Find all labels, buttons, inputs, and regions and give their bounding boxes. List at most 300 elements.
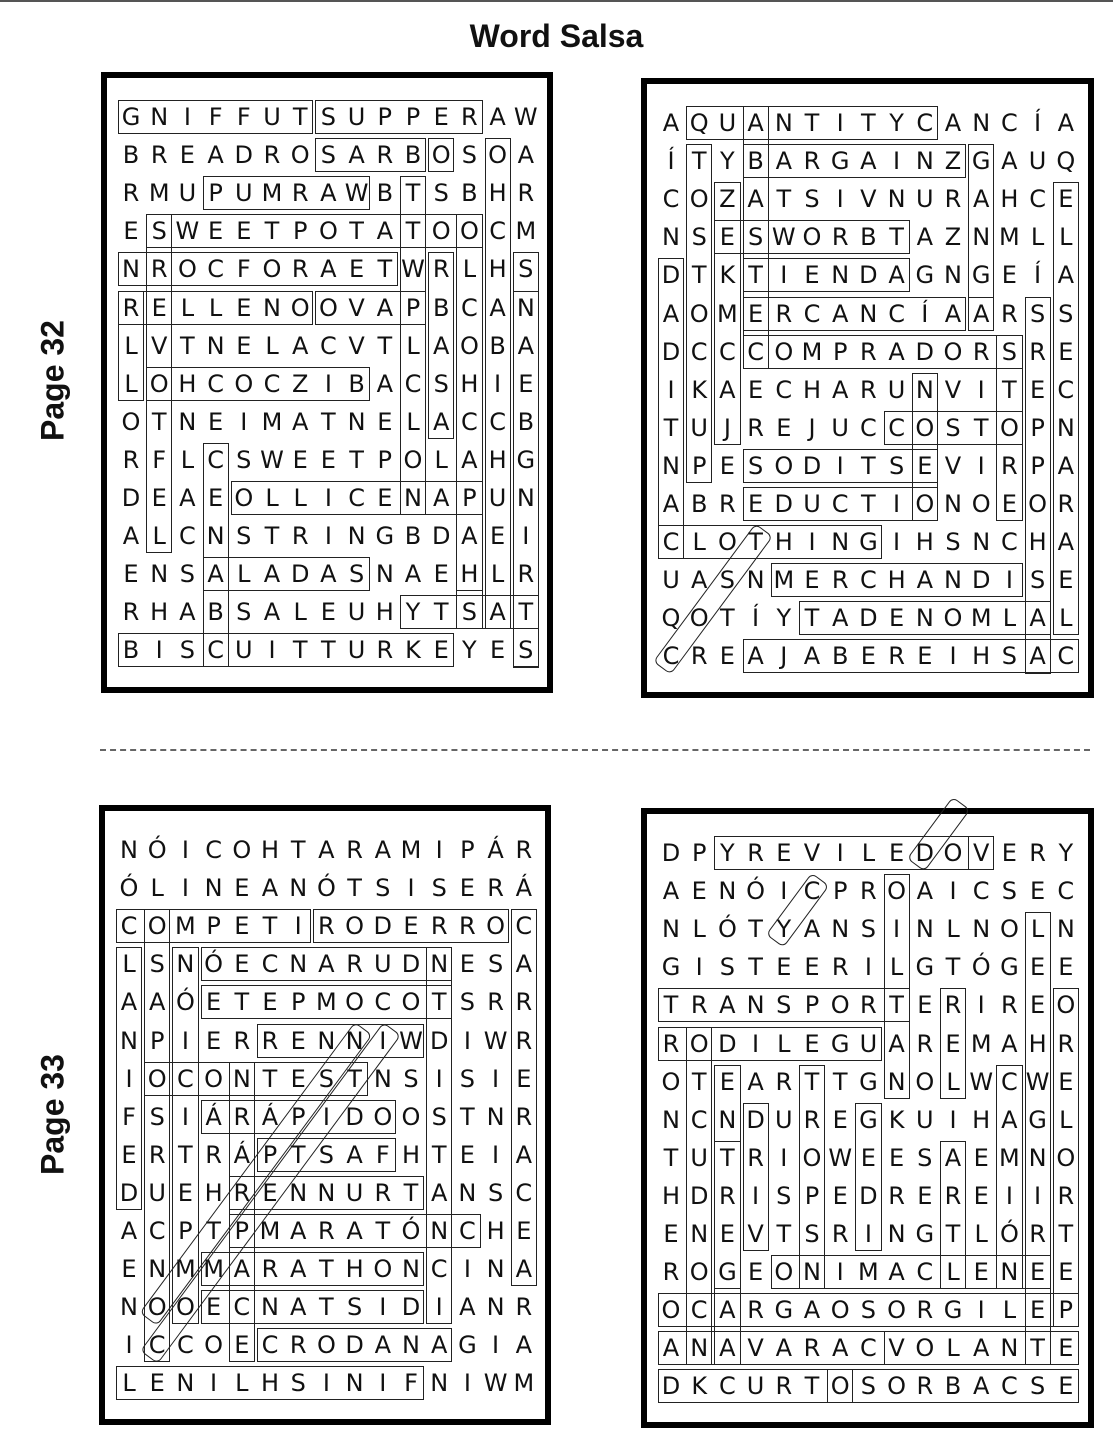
grid-letter[interactable]: L [122, 950, 136, 979]
grid-letter[interactable]: O [830, 1372, 850, 1401]
grid-letter[interactable]: E [292, 445, 308, 474]
grid-letter[interactable]: B [517, 407, 535, 436]
grid-letter[interactable]: A [515, 1140, 532, 1169]
grid-letter[interactable]: A [346, 1140, 363, 1169]
grid-letter[interactable]: L [1030, 915, 1045, 944]
grid-letter[interactable]: T [748, 528, 763, 557]
grid-letter[interactable]: N [887, 185, 906, 214]
grid-letter[interactable]: E [433, 636, 449, 665]
grid-letter[interactable]: L [180, 293, 195, 322]
grid-letter[interactable]: N [690, 1220, 709, 1248]
grid-letter[interactable]: H [460, 369, 479, 398]
grid-letter[interactable]: N [458, 1178, 477, 1207]
grid-letter[interactable]: C [1001, 1372, 1018, 1401]
grid-letter[interactable]: O [887, 1296, 907, 1325]
grid-letter[interactable]: S [375, 874, 391, 903]
grid-letter[interactable]: H [488, 179, 507, 208]
grid-letter[interactable]: C [515, 912, 533, 941]
grid-letter[interactable]: D [915, 337, 935, 366]
grid-letter[interactable]: O [486, 912, 506, 941]
grid-letter[interactable]: Y [405, 598, 421, 627]
grid-letter[interactable]: N [176, 1369, 195, 1398]
grid-letter[interactable]: B [376, 179, 394, 208]
grid-letter[interactable]: N [718, 1105, 737, 1134]
grid-letter[interactable]: A [662, 109, 680, 137]
grid-letter[interactable]: N [486, 1293, 505, 1322]
grid-letter[interactable]: R [775, 1372, 793, 1401]
grid-letter[interactable]: I [1005, 1181, 1013, 1210]
grid-letter[interactable]: R [487, 988, 504, 1017]
grid-letter[interactable]: R [1029, 1220, 1046, 1248]
grid-letter[interactable]: W [771, 223, 796, 252]
grid-letter[interactable]: A [662, 1334, 680, 1363]
grid-letter[interactable]: A [320, 179, 337, 208]
grid-letter[interactable]: R [515, 1026, 533, 1055]
grid-letter[interactable]: A [374, 1331, 391, 1360]
grid-letter[interactable]: Ó [999, 1220, 1019, 1248]
grid-letter[interactable]: I [181, 1102, 189, 1131]
grid-letter[interactable]: I [752, 1029, 760, 1058]
grid-letter[interactable]: R [916, 1296, 934, 1325]
grid-letter[interactable]: C [261, 950, 279, 979]
grid-letter[interactable]: D [859, 1181, 878, 1210]
grid-letter[interactable]: R [1057, 1181, 1075, 1210]
grid-letter[interactable]: Ó [147, 836, 167, 864]
grid-letter[interactable]: C [803, 877, 821, 906]
grid-letter[interactable]: E [518, 369, 534, 398]
grid-letter[interactable]: L [180, 445, 195, 474]
grid-letter[interactable]: I [667, 375, 675, 404]
grid-letter[interactable]: P [832, 877, 848, 906]
grid-letter[interactable]: M [970, 1029, 992, 1058]
grid-letter[interactable]: T [776, 1220, 792, 1248]
grid-letter[interactable]: E [973, 1143, 989, 1172]
grid-letter[interactable]: A [291, 407, 309, 436]
grid-letter[interactable]: I [780, 877, 788, 906]
grid-letter[interactable]: D [431, 522, 451, 551]
grid-letter[interactable]: L [889, 953, 904, 982]
grid-letter[interactable]: N [1028, 1143, 1047, 1172]
grid-letter[interactable]: R [775, 299, 793, 328]
grid-letter[interactable]: R [831, 1220, 849, 1248]
grid-letter[interactable]: E [917, 991, 933, 1020]
grid-letter[interactable]: Ó [175, 988, 195, 1017]
grid-letter[interactable]: Í [667, 147, 675, 176]
grid-letter[interactable]: C [916, 109, 934, 137]
grid-letter[interactable]: N [120, 1293, 138, 1322]
grid-letter[interactable]: U [347, 636, 366, 665]
grid-letter[interactable]: S [804, 185, 820, 214]
grid-letter[interactable]: A [489, 103, 506, 131]
grid-letter[interactable]: E [748, 1258, 764, 1287]
grid-letter[interactable]: P [405, 103, 421, 131]
grid-letter[interactable]: R [376, 141, 394, 170]
grid-letter[interactable]: E [1030, 991, 1046, 1020]
grid-letter[interactable]: E [121, 1255, 137, 1284]
grid-letter[interactable]: R [719, 1181, 736, 1210]
grid-letter[interactable]: P [234, 1217, 250, 1245]
grid-letter[interactable]: A [263, 560, 281, 589]
grid-letter[interactable]: O [234, 484, 254, 512]
grid-letter[interactable]: R [1001, 991, 1018, 1020]
grid-letter[interactable]: A [719, 375, 736, 404]
grid-letter[interactable]: E [804, 1029, 820, 1058]
grid-letter[interactable]: I [322, 1102, 330, 1131]
grid-letter[interactable]: A [662, 877, 680, 906]
grid-letter[interactable]: O [689, 185, 709, 214]
grid-letter[interactable]: A [1029, 604, 1046, 633]
grid-letter[interactable]: S [318, 1064, 334, 1093]
grid-letter[interactable]: R [233, 1026, 251, 1055]
grid-letter[interactable]: E [804, 566, 820, 595]
grid-letter[interactable]: E [236, 217, 252, 246]
grid-letter[interactable]: K [691, 1372, 708, 1401]
grid-letter[interactable]: H [972, 1105, 991, 1134]
grid-letter[interactable]: R [291, 179, 309, 208]
grid-letter[interactable]: T [1030, 1334, 1045, 1363]
grid-letter[interactable]: N [120, 1026, 138, 1055]
grid-letter[interactable]: T [691, 1067, 707, 1096]
grid-letter[interactable]: H [260, 1369, 280, 1398]
grid-letter[interactable]: F [208, 103, 223, 131]
grid-letter[interactable]: A [916, 877, 933, 906]
grid-letter[interactable]: B [860, 223, 877, 252]
grid-letter[interactable]: S [917, 1143, 933, 1172]
grid-letter[interactable]: T [861, 451, 876, 480]
grid-letter[interactable]: R [916, 1372, 934, 1401]
grid-letter[interactable]: I [494, 369, 502, 398]
grid-letter[interactable]: J [808, 413, 816, 442]
grid-letter[interactable]: Á [515, 874, 532, 903]
grid-letter[interactable]: B [404, 141, 422, 170]
grid-letter[interactable]: S [860, 1296, 876, 1325]
grid-letter[interactable]: E [490, 636, 506, 665]
grid-letter[interactable]: N [317, 1178, 336, 1207]
grid-letter[interactable]: A [346, 1217, 363, 1245]
grid-letter[interactable]: Í [1034, 109, 1042, 137]
grid-letter[interactable]: C [1029, 185, 1046, 214]
grid-letter[interactable]: T [804, 1067, 820, 1096]
grid-letter[interactable]: R [972, 337, 990, 366]
grid-letter[interactable]: P [262, 1140, 278, 1169]
grid-letter[interactable]: O [774, 451, 794, 480]
grid-letter[interactable]: M [513, 1369, 535, 1398]
grid-letter[interactable]: C [831, 490, 849, 518]
grid-letter[interactable]: P [206, 912, 221, 941]
grid-letter[interactable]: P [804, 1181, 820, 1210]
grid-letter[interactable]: B [461, 179, 478, 208]
grid-letter[interactable]: O [1028, 490, 1048, 518]
grid-letter[interactable]: E [1030, 877, 1046, 906]
grid-letter[interactable]: N [289, 1178, 308, 1207]
grid-letter[interactable]: C [719, 337, 736, 366]
grid-letter[interactable]: K [691, 375, 708, 404]
grid-letter[interactable]: E [860, 642, 876, 671]
grid-letter[interactable]: N [289, 874, 308, 903]
grid-letter[interactable]: E [1058, 953, 1074, 982]
grid-letter[interactable]: A [831, 299, 849, 328]
grid-letter[interactable]: I [492, 1064, 500, 1093]
grid-letter[interactable]: P [178, 1217, 193, 1245]
grid-letter[interactable]: C [205, 836, 222, 864]
grid-letter[interactable]: V [803, 839, 821, 867]
grid-letter[interactable]: Ó [119, 874, 139, 903]
grid-letter[interactable]: N [915, 147, 934, 176]
grid-letter[interactable]: V [747, 1334, 764, 1363]
grid-letter[interactable]: E [236, 293, 252, 322]
grid-letter[interactable]: R [831, 953, 849, 982]
grid-letter[interactable]: E [1030, 953, 1046, 982]
grid-letter[interactable]: R [517, 560, 535, 589]
grid-letter[interactable]: T [973, 413, 989, 442]
grid-letter[interactable]: T [663, 1143, 679, 1172]
grid-letter[interactable]: I [181, 836, 189, 864]
grid-letter[interactable]: T [460, 1102, 475, 1131]
grid-letter[interactable]: E [403, 912, 419, 941]
grid-letter[interactable]: L [1030, 223, 1045, 252]
grid-letter[interactable]: S [888, 451, 905, 480]
grid-letter[interactable]: N [120, 836, 138, 864]
grid-letter[interactable]: R [747, 1143, 764, 1172]
grid-letter[interactable]: L [434, 445, 448, 474]
grid-letter[interactable]: O [147, 912, 167, 941]
grid-letter[interactable]: C [747, 337, 764, 366]
grid-letter[interactable]: N [178, 407, 197, 436]
grid-letter[interactable]: E [208, 484, 224, 512]
grid-letter[interactable]: A [489, 293, 506, 322]
grid-letter[interactable]: T [861, 490, 876, 518]
grid-letter[interactable]: U [718, 109, 737, 137]
grid-letter[interactable]: L [235, 1369, 249, 1398]
grid-letter[interactable]: P [804, 991, 820, 1020]
grid-letter[interactable]: S [719, 566, 735, 595]
grid-letter[interactable]: G [971, 261, 991, 290]
grid-letter[interactable]: N [122, 255, 140, 284]
grid-letter[interactable]: N [206, 522, 225, 551]
grid-letter[interactable]: S [320, 141, 336, 170]
grid-letter[interactable]: R [318, 1217, 335, 1245]
grid-letter[interactable]: E [719, 223, 735, 252]
grid-letter[interactable]: S [179, 636, 195, 665]
grid-letter[interactable]: N [516, 293, 535, 322]
grid-letter[interactable]: A [719, 1334, 736, 1363]
grid-letter[interactable]: Z [944, 223, 962, 252]
grid-letter[interactable]: A [803, 642, 821, 671]
grid-letter[interactable]: I [407, 874, 415, 903]
grid-letter[interactable]: A [1057, 528, 1074, 557]
grid-letter[interactable]: W [483, 1026, 508, 1055]
grid-letter[interactable]: I [893, 528, 901, 557]
grid-letter[interactable]: R [662, 1258, 680, 1287]
grid-letter[interactable]: N [662, 1105, 680, 1134]
grid-letter[interactable]: N [176, 950, 195, 979]
grid-letter[interactable]: O [689, 299, 709, 328]
grid-letter[interactable]: R [1029, 337, 1046, 366]
grid-letter[interactable]: I [836, 109, 844, 137]
grid-letter[interactable]: A [972, 1334, 990, 1363]
grid-letter[interactable]: A [207, 560, 224, 589]
grid-letter[interactable]: C [461, 407, 478, 436]
grid-letter[interactable]: N [345, 1369, 364, 1398]
grid-letter[interactable]: E [1001, 839, 1017, 867]
grid-letter[interactable]: S [320, 103, 336, 131]
grid-letter[interactable]: O [318, 217, 338, 246]
grid-letter[interactable]: T [264, 522, 280, 551]
grid-letter[interactable]: R [1001, 451, 1018, 480]
grid-letter[interactable]: R [747, 1296, 764, 1325]
grid-letter[interactable]: L [946, 915, 960, 944]
grid-letter[interactable]: D [373, 912, 393, 941]
grid-letter[interactable]: S [518, 255, 534, 284]
grid-letter[interactable]: A [1057, 261, 1074, 290]
grid-letter[interactable]: I [435, 836, 443, 864]
grid-letter[interactable]: S [318, 1140, 334, 1169]
grid-letter[interactable]: T [180, 331, 195, 360]
grid-letter[interactable]: R [803, 1105, 821, 1134]
grid-letter[interactable]: A [207, 141, 224, 170]
grid-letter[interactable]: N [1056, 413, 1075, 442]
grid-letter[interactable]: A [233, 1255, 250, 1284]
grid-letter[interactable]: O [661, 1296, 681, 1325]
grid-letter[interactable]: C [860, 1334, 877, 1363]
grid-letter[interactable]: O [802, 223, 822, 252]
grid-letter[interactable]: E [320, 445, 336, 474]
grid-letter[interactable]: O [774, 1258, 794, 1287]
grid-letter[interactable]: R [515, 1293, 533, 1322]
grid-letter[interactable]: D [746, 1105, 765, 1134]
grid-letter[interactable]: E [123, 217, 139, 246]
grid-letter[interactable]: R [487, 874, 504, 903]
grid-letter[interactable]: T [377, 331, 393, 360]
grid-letter[interactable]: O [175, 1293, 195, 1322]
grid-letter[interactable]: S [1029, 1372, 1046, 1401]
grid-letter[interactable]: E [433, 560, 449, 589]
grid-letter[interactable]: E [459, 874, 475, 903]
grid-letter[interactable]: G [121, 103, 141, 131]
grid-letter[interactable]: H [488, 445, 507, 474]
grid-letter[interactable]: O [316, 1331, 336, 1360]
grid-letter[interactable]: E [349, 255, 365, 284]
grid-letter[interactable]: O [830, 1296, 850, 1325]
grid-letter[interactable]: G [859, 528, 878, 557]
grid-letter[interactable]: A [1029, 642, 1046, 671]
grid-letter[interactable]: A [291, 331, 309, 360]
grid-letter[interactable]: S [403, 1064, 419, 1093]
grid-letter[interactable]: F [375, 1140, 390, 1169]
grid-letter[interactable]: D [859, 604, 878, 633]
grid-letter[interactable]: L [1059, 1105, 1073, 1134]
grid-letter[interactable]: S [747, 451, 764, 480]
grid-letter[interactable]: I [864, 953, 872, 982]
grid-letter[interactable]: E [234, 912, 250, 941]
grid-letter[interactable]: N [859, 299, 878, 328]
grid-letter[interactable]: E [177, 1178, 193, 1207]
grid-letter[interactable]: N [486, 1102, 505, 1131]
grid-letter[interactable]: A [747, 642, 764, 671]
grid-letter[interactable]: R [346, 950, 363, 979]
grid-letter[interactable]: O [915, 1334, 935, 1363]
grid-letter[interactable]: S [691, 223, 707, 252]
grid-letter[interactable]: R [1029, 839, 1046, 867]
grid-letter[interactable]: R [318, 912, 335, 941]
grid-letter[interactable]: C [1057, 375, 1075, 404]
grid-letter[interactable]: O [204, 1064, 224, 1093]
grid-letter[interactable]: W [513, 103, 538, 131]
grid-letter[interactable]: C [1057, 877, 1075, 906]
grid-letter[interactable]: V [972, 839, 990, 867]
grid-letter[interactable]: I [463, 1369, 471, 1398]
grid-letter[interactable]: U [263, 103, 281, 131]
grid-letter[interactable]: E [973, 1181, 989, 1210]
grid-letter[interactable]: P [149, 1026, 165, 1055]
grid-letter[interactable]: V [860, 185, 877, 214]
grid-letter[interactable]: A [289, 1293, 307, 1322]
grid-letter[interactable]: I [1005, 566, 1013, 595]
grid-letter[interactable]: I [808, 528, 816, 557]
grid-letter[interactable]: A [775, 1334, 792, 1363]
grid-letter[interactable]: A [261, 874, 279, 903]
grid-letter[interactable]: N [915, 604, 934, 633]
grid-letter[interactable]: T [720, 1143, 735, 1172]
grid-letter[interactable]: P [1030, 413, 1045, 442]
grid-letter[interactable]: P [691, 839, 707, 867]
grid-letter[interactable]: R [205, 1140, 222, 1169]
grid-letter[interactable]: C [803, 299, 821, 328]
grid-letter[interactable]: T [945, 953, 961, 982]
grid-letter[interactable]: E [945, 1029, 961, 1058]
grid-letter[interactable]: N [1000, 1258, 1019, 1287]
grid-letter[interactable]: S [236, 522, 252, 551]
grid-letter[interactable]: R [233, 1102, 251, 1131]
grid-letter[interactable]: M [175, 1255, 196, 1284]
grid-letter[interactable]: M [999, 1143, 1020, 1172]
grid-letter[interactable]: O [345, 988, 365, 1017]
grid-letter[interactable]: A [775, 147, 792, 176]
grid-letter[interactable]: A [376, 217, 393, 246]
grid-letter[interactable]: N [662, 451, 680, 480]
grid-letter[interactable]: C [662, 642, 680, 671]
grid-letter[interactable]: R [459, 912, 476, 941]
grid-letter[interactable]: B [404, 522, 422, 551]
grid-letter[interactable]: N [887, 1067, 906, 1096]
grid-letter[interactable]: R [944, 991, 962, 1020]
grid-letter[interactable]: S [1001, 642, 1017, 671]
grid-letter[interactable]: A [831, 1334, 849, 1363]
grid-letter[interactable]: O [1056, 991, 1076, 1020]
grid-letter[interactable]: L [490, 560, 505, 589]
grid-letter[interactable]: I [435, 1293, 443, 1322]
grid-letter[interactable]: K [719, 261, 736, 290]
grid-letter[interactable]: L [692, 915, 706, 944]
grid-letter[interactable]: O [149, 369, 169, 398]
grid-letter[interactable]: P [1030, 451, 1045, 480]
grid-letter[interactable]: E [1058, 1372, 1074, 1401]
grid-letter[interactable]: W [399, 1026, 423, 1055]
grid-letter[interactable]: I [210, 1369, 218, 1398]
grid-letter[interactable]: U [916, 1105, 934, 1134]
grid-letter[interactable]: A [944, 1143, 962, 1172]
grid-letter[interactable]: M [203, 1255, 224, 1284]
grid-letter[interactable]: U [887, 375, 906, 404]
grid-letter[interactable]: S [346, 1293, 363, 1322]
grid-letter[interactable]: A [515, 950, 532, 979]
grid-letter[interactable]: U [916, 185, 934, 214]
grid-letter[interactable]: F [236, 255, 251, 284]
grid-letter[interactable]: O [232, 836, 252, 864]
grid-letter[interactable]: R [515, 836, 533, 864]
grid-letter[interactable]: A [888, 1258, 905, 1287]
grid-letter[interactable]: O [204, 1331, 224, 1360]
